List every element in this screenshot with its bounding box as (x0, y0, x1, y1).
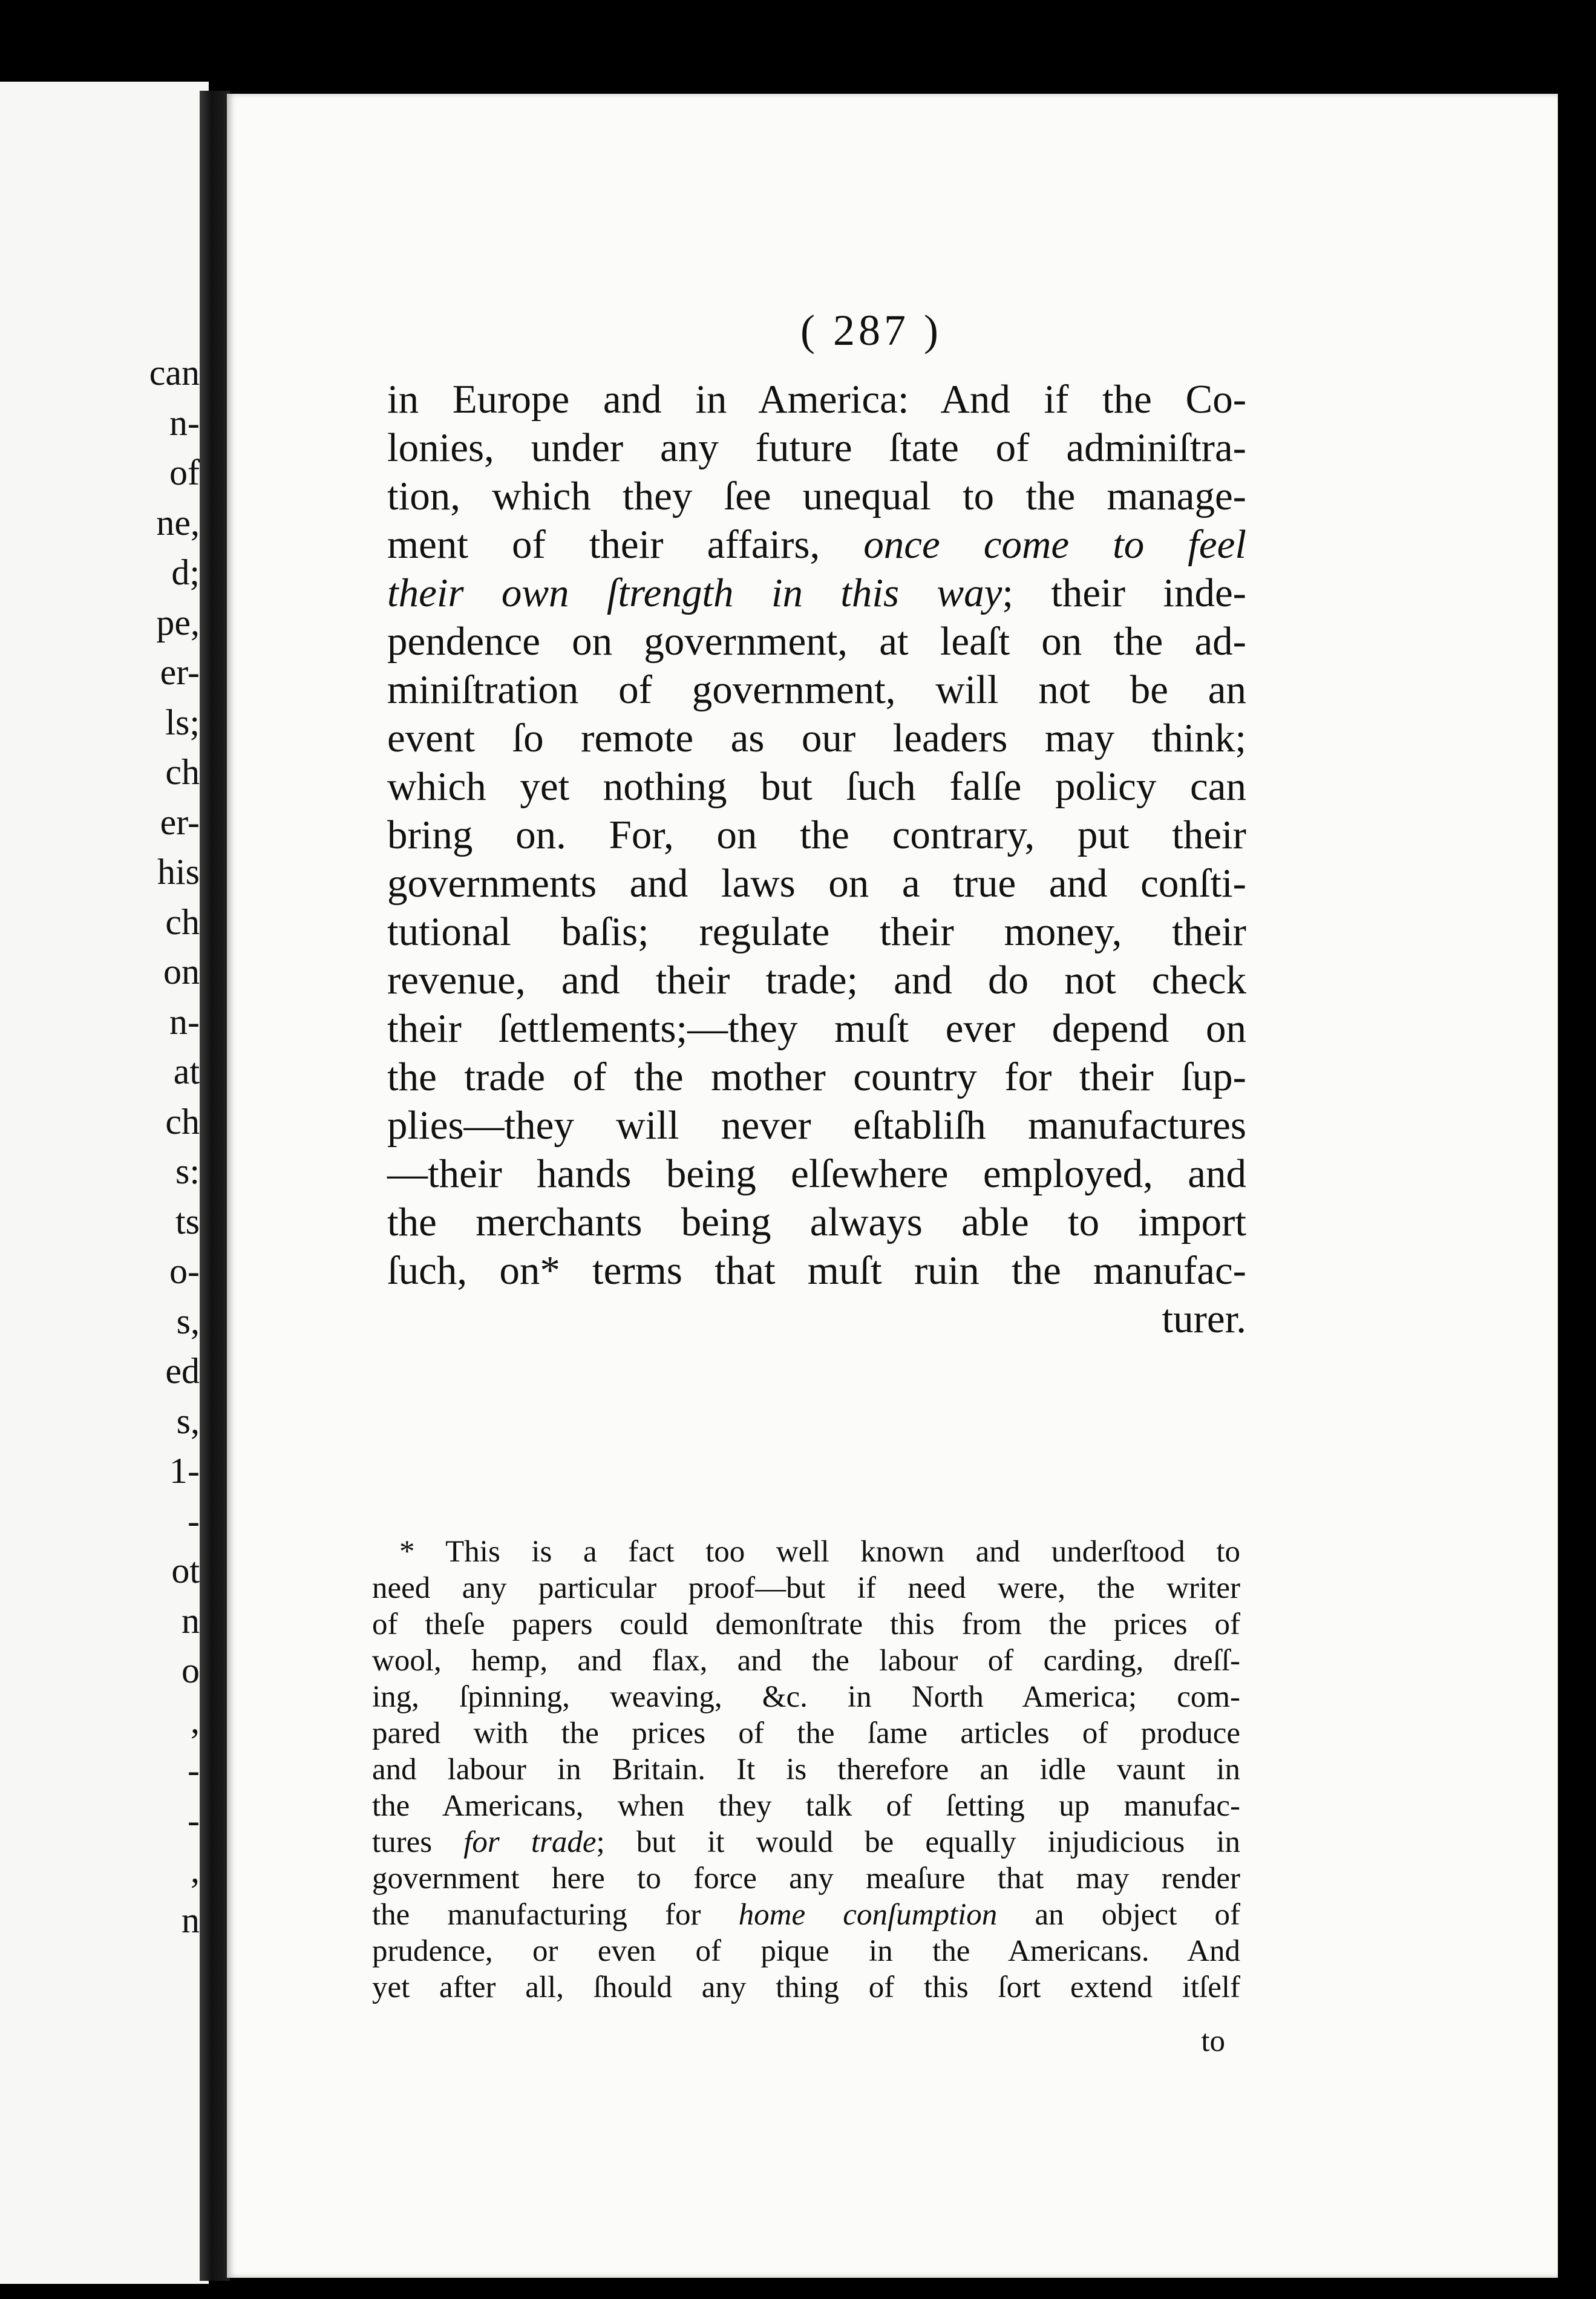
text-line: event ſo remote as our leaders may think; (387, 716, 1246, 760)
footnote-line: pared with the prices of the ſame articles of produce (372, 1716, 1240, 1750)
footnote-line (372, 1824, 1240, 1860)
footnote-line: need any particular proof—but if need were, the writer (372, 1571, 1240, 1605)
footnote-line: of theſe papers could demonſtrate this from the prices of (372, 1607, 1240, 1641)
text-line: the merchants being always able to import (387, 1200, 1246, 1244)
text-segment: the manufacturing for (372, 1898, 701, 1932)
text-line: their ſettlements;—they muſt ever depend on (387, 1006, 1246, 1051)
left-page-text-fragments (0, 348, 209, 1945)
text-line: lonies, under any future ſtate of adminiſtra- (387, 425, 1246, 470)
footnote-line: government here to force any meaſure that may render (372, 1862, 1240, 1895)
italic-phrase: for trade (463, 1825, 597, 1859)
left-fragment: at (173, 1051, 200, 1091)
text-line: governments and laws on a true and conſti- (387, 861, 1246, 906)
footnote-line: * This is a fact too well known and underſtood to (399, 1535, 1240, 1569)
left-fragment: s: (175, 1151, 200, 1191)
italic-phrase: once come to feel (863, 522, 1247, 567)
left-fragment: n (182, 1900, 200, 1940)
left-fragment: ch (165, 901, 200, 942)
left-fragment: ed (165, 1351, 200, 1391)
left-fragment: 1- (169, 1451, 200, 1491)
text-line: the trade of the mother country for their ſup- (387, 1055, 1246, 1099)
italic-phrase: home conſumption (738, 1898, 998, 1932)
left-facing-page (0, 82, 209, 2284)
book-gutter (200, 91, 230, 2281)
footnote-line: prudence, or even of pique in the Americans. And (372, 1934, 1240, 1968)
left-fragment: of (169, 453, 200, 492)
text-segment: ; their inde- (1002, 571, 1246, 615)
left-fragment: n (182, 1600, 200, 1641)
page-number: ( 287 ) (800, 306, 942, 355)
footnote-line: wool, hemp, and flax, and the labour of carding, dreſſ- (372, 1644, 1240, 1678)
italic-phrase: their own ſtrength in this way (387, 571, 1002, 615)
text-line: pendence on government, at leaſt on the ad- (387, 619, 1246, 664)
left-fragment: o (182, 1650, 200, 1690)
left-fragment: ot (171, 1551, 200, 1591)
text-line: revenue, and their trade; and do not check (387, 958, 1246, 1002)
left-fragment: n- (169, 402, 200, 443)
text-line (387, 520, 1246, 569)
text-line: turer. (1162, 1297, 1246, 1341)
left-fragment: er- (160, 652, 200, 692)
left-fragment: ls; (165, 702, 200, 742)
left-fragment: s, (176, 1401, 200, 1441)
text-line: in Europe and in America: And if the Co- (387, 377, 1246, 422)
footnote (372, 1534, 1240, 2006)
left-fragment: n- (169, 1001, 200, 1042)
left-fragment: er- (160, 802, 200, 842)
catchword: to (1201, 2024, 1225, 2058)
left-fragment: - (188, 1800, 200, 1840)
left-fragment: , (191, 1850, 200, 1890)
text-segment: an object of (997, 1898, 1241, 1932)
body-text (387, 375, 1246, 1343)
text-line: which yet nothing but ſuch falſe policy can (387, 764, 1246, 809)
text-segment: ; but it would be equally injudicious in (596, 1825, 1241, 1859)
left-fragment: pe, (156, 602, 200, 643)
text-line: tion, which they ſee unequal to the manage- (387, 474, 1246, 518)
book-page (227, 94, 1558, 2278)
footnote-line: and labour in Britain. It is therefore an idle vaunt in (372, 1753, 1240, 1787)
text-line: ſuch, on* terms that muſt ruin the manufac- (387, 1248, 1246, 1293)
left-fragment: o- (169, 1251, 200, 1291)
text-line: plies—they will never eſtabliſh manufactures (387, 1103, 1246, 1148)
text-line: miniſtration of government, will not be an (387, 667, 1246, 712)
left-fragment: - (188, 1500, 200, 1541)
left-fragment: d; (171, 552, 200, 592)
left-fragment: ch (165, 752, 200, 792)
footnote-line: ing, ſpinning, weaving, &c. in North America; com- (372, 1680, 1240, 1714)
text-line: tutional baſis; regulate their money, their (387, 909, 1246, 954)
left-fragment: his (157, 852, 200, 892)
footnote-line: the Americans, when they talk of ſetting up manufac- (372, 1789, 1240, 1823)
text-segment: ment of their affairs, (387, 522, 820, 567)
text-line: bring on. For, on the contrary, put their (387, 813, 1246, 857)
text-line: —their hands being elſewhere employed, and (387, 1151, 1246, 1196)
footnote-line: yet after all, ſhould any thing of this ſort extend itſelf (372, 1970, 1240, 2004)
text-line (387, 569, 1246, 617)
left-fragment: on (163, 952, 200, 992)
left-fragment: ch (165, 1101, 200, 1142)
left-fragment: s, (176, 1301, 200, 1341)
left-fragment: ts (175, 1201, 200, 1241)
text-segment: tures (372, 1825, 433, 1859)
left-fragment: - (188, 1750, 200, 1790)
left-fragment: , (191, 1700, 200, 1741)
left-fragment: ne, (156, 502, 200, 543)
footnote-line (372, 1897, 1240, 1933)
left-fragment: can (149, 353, 200, 393)
